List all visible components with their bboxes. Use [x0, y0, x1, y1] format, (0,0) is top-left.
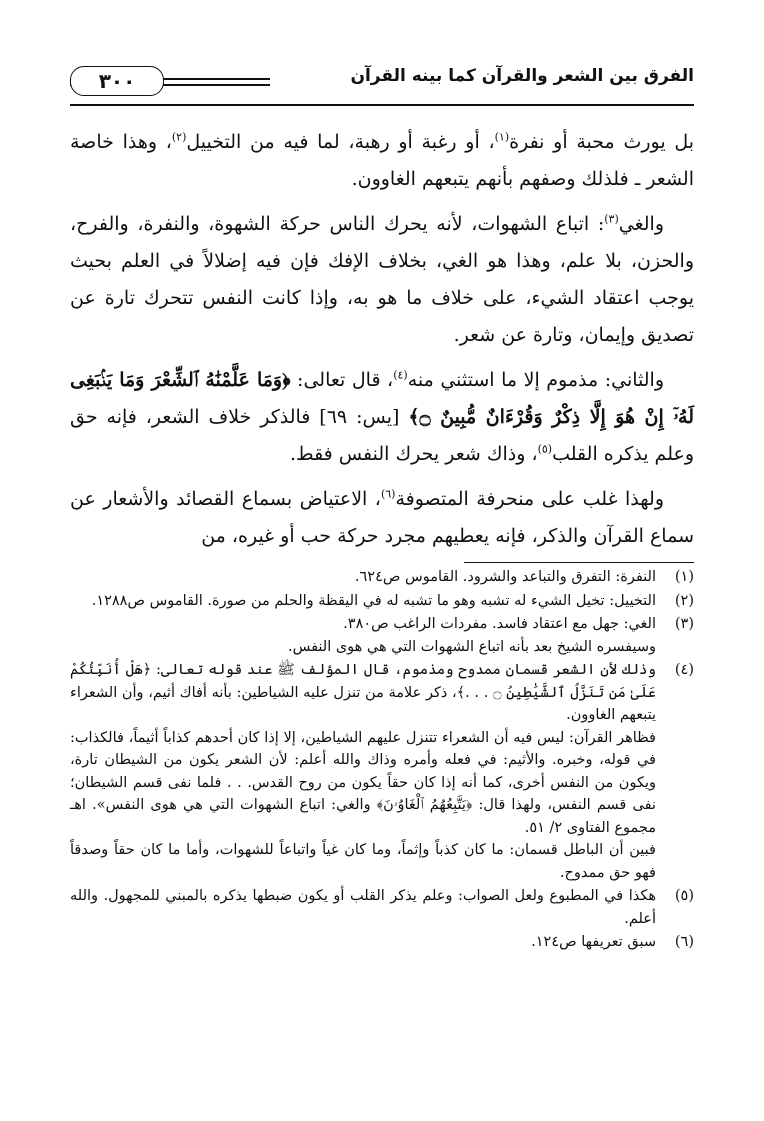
- footnote-2: [70, 590, 694, 613]
- main-text: [70, 124, 694, 563]
- footnote-text: فبين أن الباطل قسمان: ما كان كذباً وإثماً، وما كان غياً واتباعاً للشهوات، وأما ما كان حقاً وصدقاً فهو حق ممدوح.: [70, 842, 656, 881]
- footnote-number: (٤): [674, 662, 694, 678]
- footnote-4: [70, 659, 694, 884]
- footnote-number: (٦): [674, 934, 694, 950]
- page-number: ٣٠٠: [70, 66, 164, 96]
- footnote-text: وسيفسره الشيخ بعد بأنه اتباع الشهوات التي هي هوى النفس.: [287, 638, 656, 655]
- paragraph-4: ولهذا غلب على منحرفة المتصوفة$^{(٦)}$، الاعتياض بسماع القصائد والأشعار عن سماع القرآن والذكر، فإنه يعطيهم مجرد حركة حب أو غيره، من: [70, 487, 694, 547]
- footnote-ref-4[interactable]: (٤): [393, 368, 408, 382]
- footnote-text: هكذا في المطبوع ولعل الصواب: وعلم يذكر القلب أو يكون ضبطها يذكره بالمبني للمجهول. والله أعلم.: [70, 888, 656, 927]
- footnote-text: فظاهر القرآن: ليس فيه أن الشعراء تتنزل عليهم الشياطين، إلا إذا كان أحدهم كذاباً أثيماً، فالكذاب: في قوله، وخبره. والأثيم: في فعله وأمره وذاك والله أعلم: لأن الشعر يكون من الشيطان تارة، ويكون من النفس أخرى، كما أنه إذا كان حقاً يكون من روح القدس. . . فلما نفى قسم الشيطان؛ نفى قسم النفس، ولهذا قال: ﴿يَتَّبِعُهُمُ ٱلْغَاوُۥنَ﴾ والغي: اتباع الشهوات التي هي هوى النفس». اهـ مجموع الفتاوى ٢/ ٥١.: [70, 729, 656, 836]
- footnote-ref-6[interactable]: (٦): [380, 487, 396, 501]
- footnote-text: التخييل: تخيل الشيء له تشبه وهو ما تشبه له في اليقظة والحلم من صورة. القاموس ص١٢٨٨.: [91, 592, 656, 609]
- footnote-text: سبق تعريفها ص١٢٤.: [531, 934, 656, 950]
- footnote-5: [70, 885, 694, 930]
- footnote-number: (٢): [674, 592, 694, 609]
- footnote-6: [70, 931, 694, 954]
- quran-verse: ﴿وَمَا عَلَّمْنَٰهُ ٱلشِّعْرَ وَمَا يَنۢبَغِى لَهُۥٓ إِنْ هُوَ إِلَّا ذِكْرٌ وَقُرْءَانٌ مُّبِينٌ ۝﴾: [70, 369, 695, 428]
- footnote-text: الغي: جهل مع اعتقاد فاسد. مفردات الراغب ص٣٨٠.: [343, 616, 656, 632]
- footnote-number: (٥): [674, 888, 694, 904]
- footnote-text: وذلك لأن الشعر قسمان ممدوح ومذموم، قال المؤلف ﷺ عند قوله تعالى: ﴿هَلْ أُنَبِّئُكُمْ عَلَىٰ مَن تَنَزَّلُ ٱلشَّيَٰطِينُ ۝ . . .﴾، ذكر علامة من تنزل عليه الشياطين: بأنه أفاك أثيم، وأن الشعراء يتبعهم الغاوون.: [70, 662, 656, 723]
- footnote-ref-3[interactable]: (٣): [604, 212, 619, 226]
- footnote-3: [70, 613, 694, 658]
- footnote-number: (١): [674, 569, 694, 585]
- footnotes: [70, 566, 694, 955]
- footnote-separator: [464, 562, 694, 563]
- page-header: [70, 62, 694, 106]
- footnote-text: النفرة: التفرق والتباعد والشرود. القاموس ص٦٢٤.: [354, 569, 656, 585]
- header-rule: [70, 104, 694, 106]
- running-title: الفرق بين الشعر والقرآن كما بينه القرآن: [350, 66, 694, 86]
- footnote-1: [70, 566, 694, 589]
- footnote-ref-1[interactable]: (١): [494, 130, 510, 144]
- page-number-ornament: [70, 62, 270, 106]
- footnote-ref-2[interactable]: (٢): [171, 130, 187, 144]
- paragraph-3: والثاني: مذموم إلا ما استثني منه$^{(٤)}$، قال تعالى: ﴿وَمَا عَلَّمْنَٰهُ ٱلشِّعْرَ وَمَا يَنۢبَغِى لَهُۥٓ إِنْ هُوَ إِلَّا ذِكْرٌ وَقُرْءَانٌ مُّبِينٌ ۝﴾ [يس: ٦٩] فالذكر خلاف الشعر، فإنه حق وعلم يذكره القلب$^{(٥)}$، وذاك شعر يحرك النفس فقط.: [70, 368, 695, 465]
- footnote-ref-5[interactable]: (٥): [537, 442, 553, 456]
- paragraph-1: بل يورث محبة أو نفرة$^{(١)}$، أو رغبة أو رهبة، لما فيه من التخييل$^{(٢)}$، وهذا خاصة الشعر ـ فلذلك وصفهم بأنهم يتبعهم الغاوون.: [70, 130, 695, 190]
- paragraph-2: والغي$^{(٣)}$: اتباع الشهوات، لأنه يحرك الناس حركة الشهوة، والنفرة، والفرح، والحزن، بلا علم، وهذا هو الغي، بخلاف الإفك فإن فيه إضلالاً في العلم بحيث يوجب اعتقاد الشيء، على خلاف ما هو به، وإذا كانت النفس تتحرك تارة عن تصديق وإيمان، وتارة عن شعر.: [70, 212, 694, 346]
- footnote-number: (٣): [674, 616, 694, 632]
